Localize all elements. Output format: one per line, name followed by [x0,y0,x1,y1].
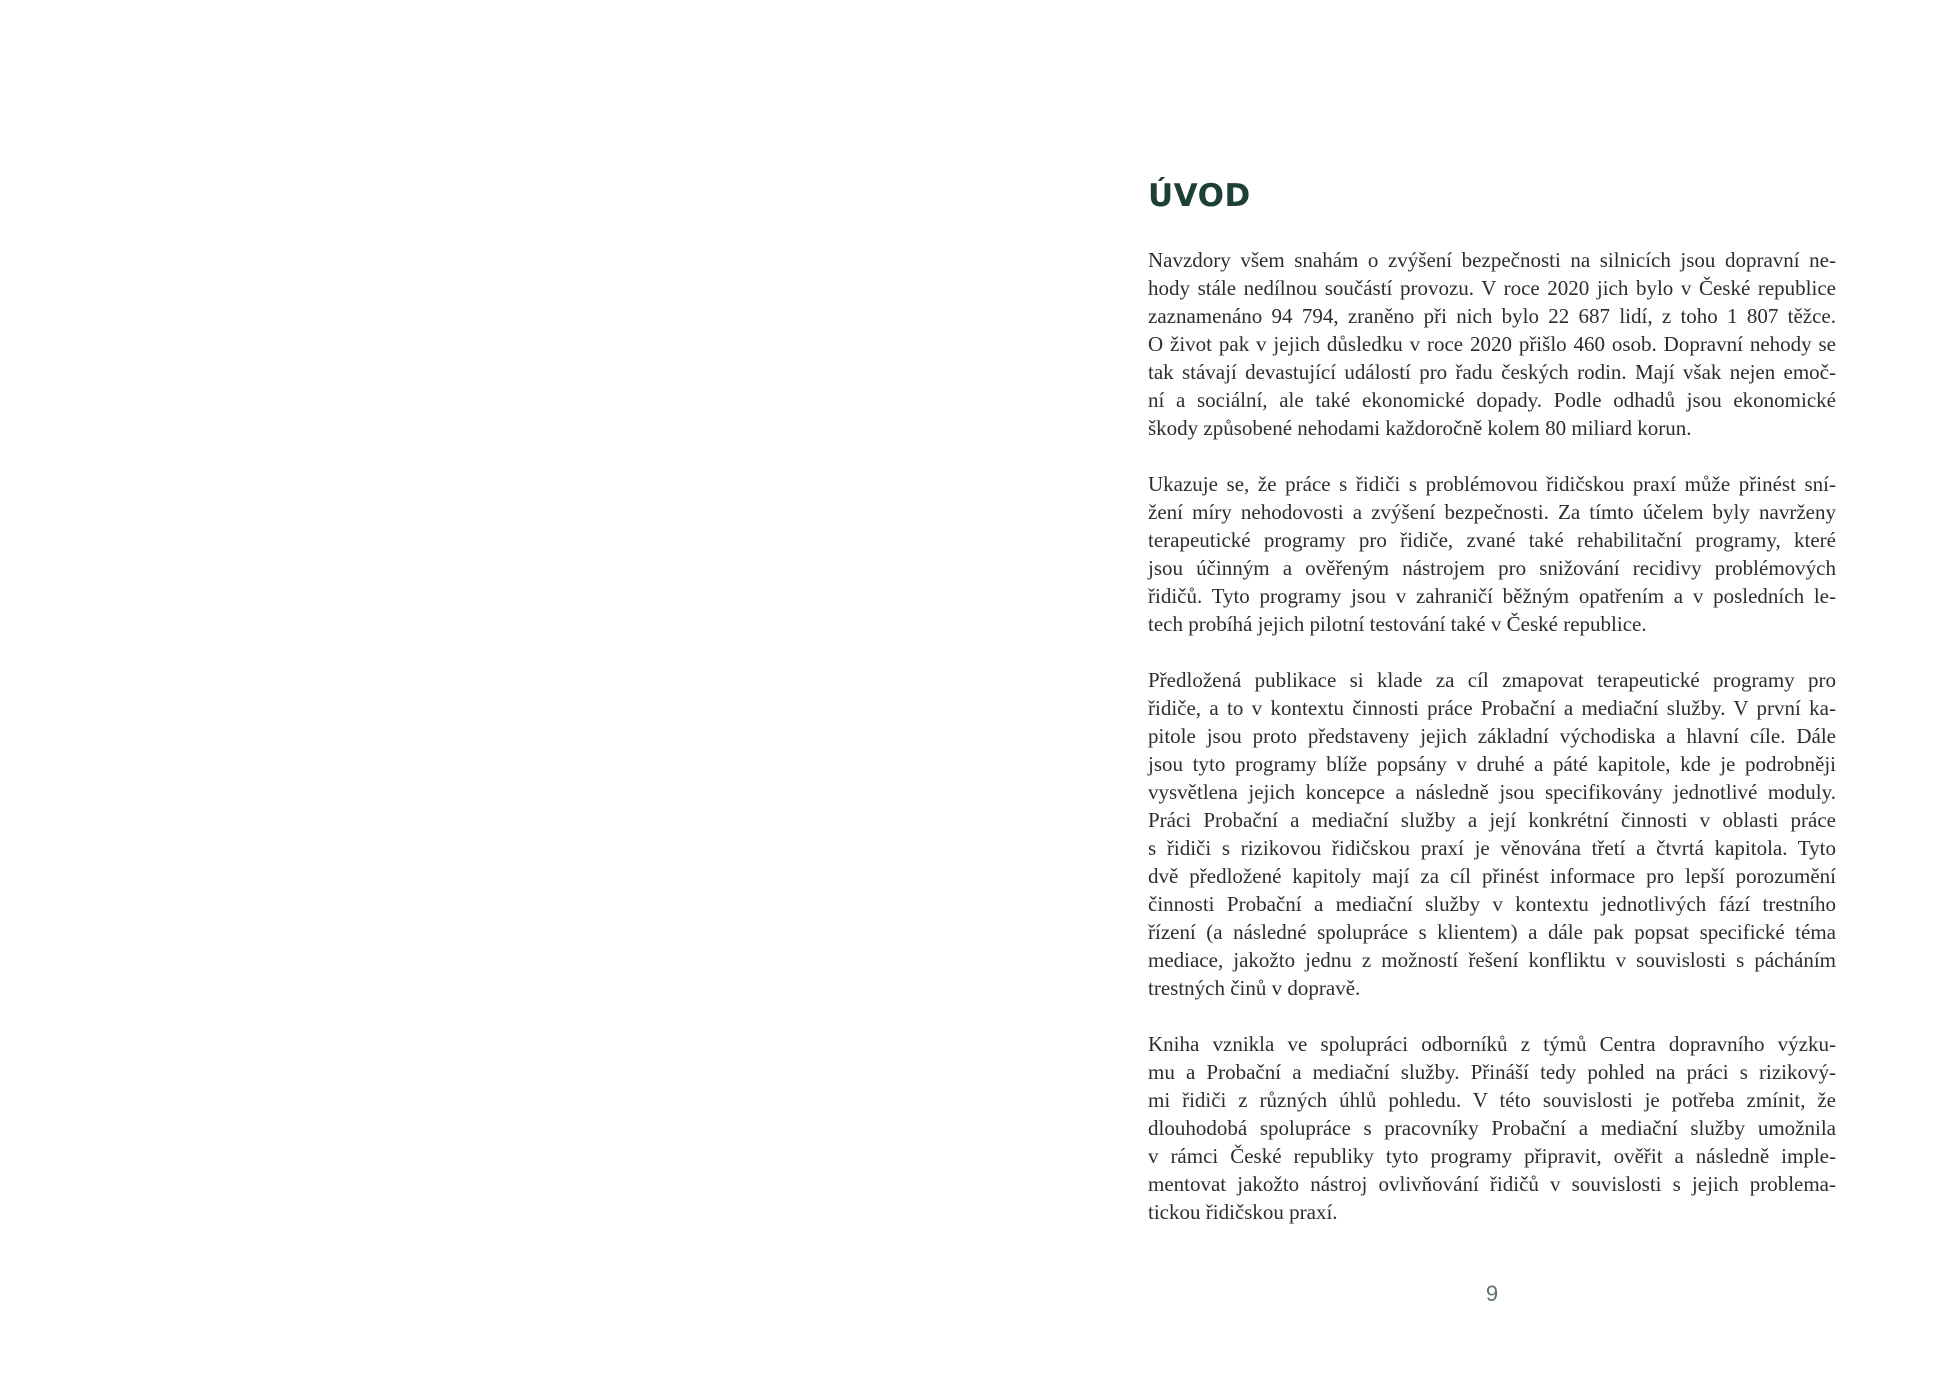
paragraph-line: dvě předložené kapitoly mají za cíl přinést informace pro lepší porozumění [1148,864,1836,888]
paragraph-line: žení míry nehodovosti a zvýšení bezpečnosti. Za tímto účelem byly navrženy [1148,500,1836,524]
paragraph-line: vysvětlena jejich koncepce a následně jsou specifikovány jednotlivé moduly. [1148,780,1836,804]
paragraph-line: Navzdory všem snahám o zvýšení bezpečnosti na silnicích jsou dopravní ne- [1148,248,1836,272]
paragraph-line: mi řidiči z různých úhlů pohledu. V této souvislosti je potřeba zmínit, že [1148,1088,1836,1112]
paragraph-line: v rámci České republiky tyto programy připravit, ověřit a následně imple- [1148,1144,1836,1168]
paragraph-line: jsou tyto programy blíže popsány v druhé a páté kapitole, kde je podrobněji [1148,752,1836,776]
paragraph-line: mu a Probační a mediační služby. Přináší tedy pohled na práci s rizikový- [1148,1060,1836,1084]
paragraph-line: zaznamenáno 94 794, zraněno při nich bylo 22 687 lidí, z toho 1 807 těžce. [1148,304,1836,328]
paragraph-line: O život pak v jejich důsledku v roce 2020 přišlo 460 osob. Dopravní nehody se [1148,332,1836,356]
paragraph-line: řidičů. Tyto programy jsou v zahraničí běžným opatřením a v posledních le- [1148,584,1836,608]
paragraph-line: dlouhodobá spolupráce s pracovníky Probační a mediační služby umožnila [1148,1116,1836,1140]
paragraph-line: Kniha vznikla ve spolupráci odborníků z týmů Centra dopravního výzku- [1148,1032,1836,1056]
paragraph-line: škody způsobené nehodami každoročně kolem 80 miliard korun. [1148,416,1692,440]
paragraph-line: trestných činů v dopravě. [1148,976,1361,1000]
paragraph-line: mediace, jakožto jednu z možností řešení konfliktu v souvislosti s pácháním [1148,948,1836,972]
paragraph-line: pitole jsou proto představeny jejich základní východiska a hlavní cíle. Dále [1148,724,1836,748]
paragraph-line: tickou řidičskou praxí. [1148,1200,1338,1224]
paragraph-line: hody stále nedílnou součástí provozu. V roce 2020 jich bylo v České republice [1148,276,1836,300]
paragraph-line: činnosti Probační a mediační služby v kontextu jednotlivých fází trestního [1148,892,1836,916]
page-title: ÚVOD [1148,178,1251,214]
page-number: 9 [1485,1281,1499,1306]
page-content [1148,176,1836,1226]
paragraph-line: mentovat jakožto nástroj ovlivňování řidičů v souvislosti s jejich problema- [1148,1172,1836,1196]
paragraph-line: ní a sociální, ale také ekonomické dopady. Podle odhadů jsou ekonomické [1148,388,1836,412]
paragraph-line: terapeutické programy pro řidiče, zvané také rehabilitační programy, které [1148,528,1836,552]
body-paragraph [1148,1030,1836,1226]
paragraph-line: tak stávají devastující událostí pro řadu českých rodin. Mají však nejen emoč- [1148,360,1836,384]
paragraph-line: řidiče, a to v kontextu činnosti práce Probační a mediační služby. V první ka- [1148,696,1836,720]
paragraph-line: Práci Probační a mediační služby a její konkrétní činnosti v oblasti práce [1148,808,1836,832]
paragraph-line: Předložená publikace si klade za cíl zmapovat terapeutické programy pro [1148,668,1836,692]
body-paragraph [1148,246,1836,442]
paragraph-line: Ukazuje se, že práce s řidiči s problémovou řidičskou praxí může přinést sní- [1148,472,1836,496]
paragraph-line: řízení (a následné spolupráce s klientem) a dále pak popsat specifické téma [1148,920,1836,944]
paragraph-line: jsou účinným a ověřeným nástrojem pro snižování recidivy problémových [1148,556,1836,580]
body-paragraph [1148,470,1836,638]
paragraph-line: tech probíhá jejich pilotní testování také v České republice. [1148,612,1647,636]
paragraph-line: s řidiči s rizikovou řidičskou praxí je věnována třetí a čtvrtá kapitola. Tyto [1148,836,1836,860]
body-paragraph [1148,666,1836,1002]
body-text [1148,246,1836,1226]
